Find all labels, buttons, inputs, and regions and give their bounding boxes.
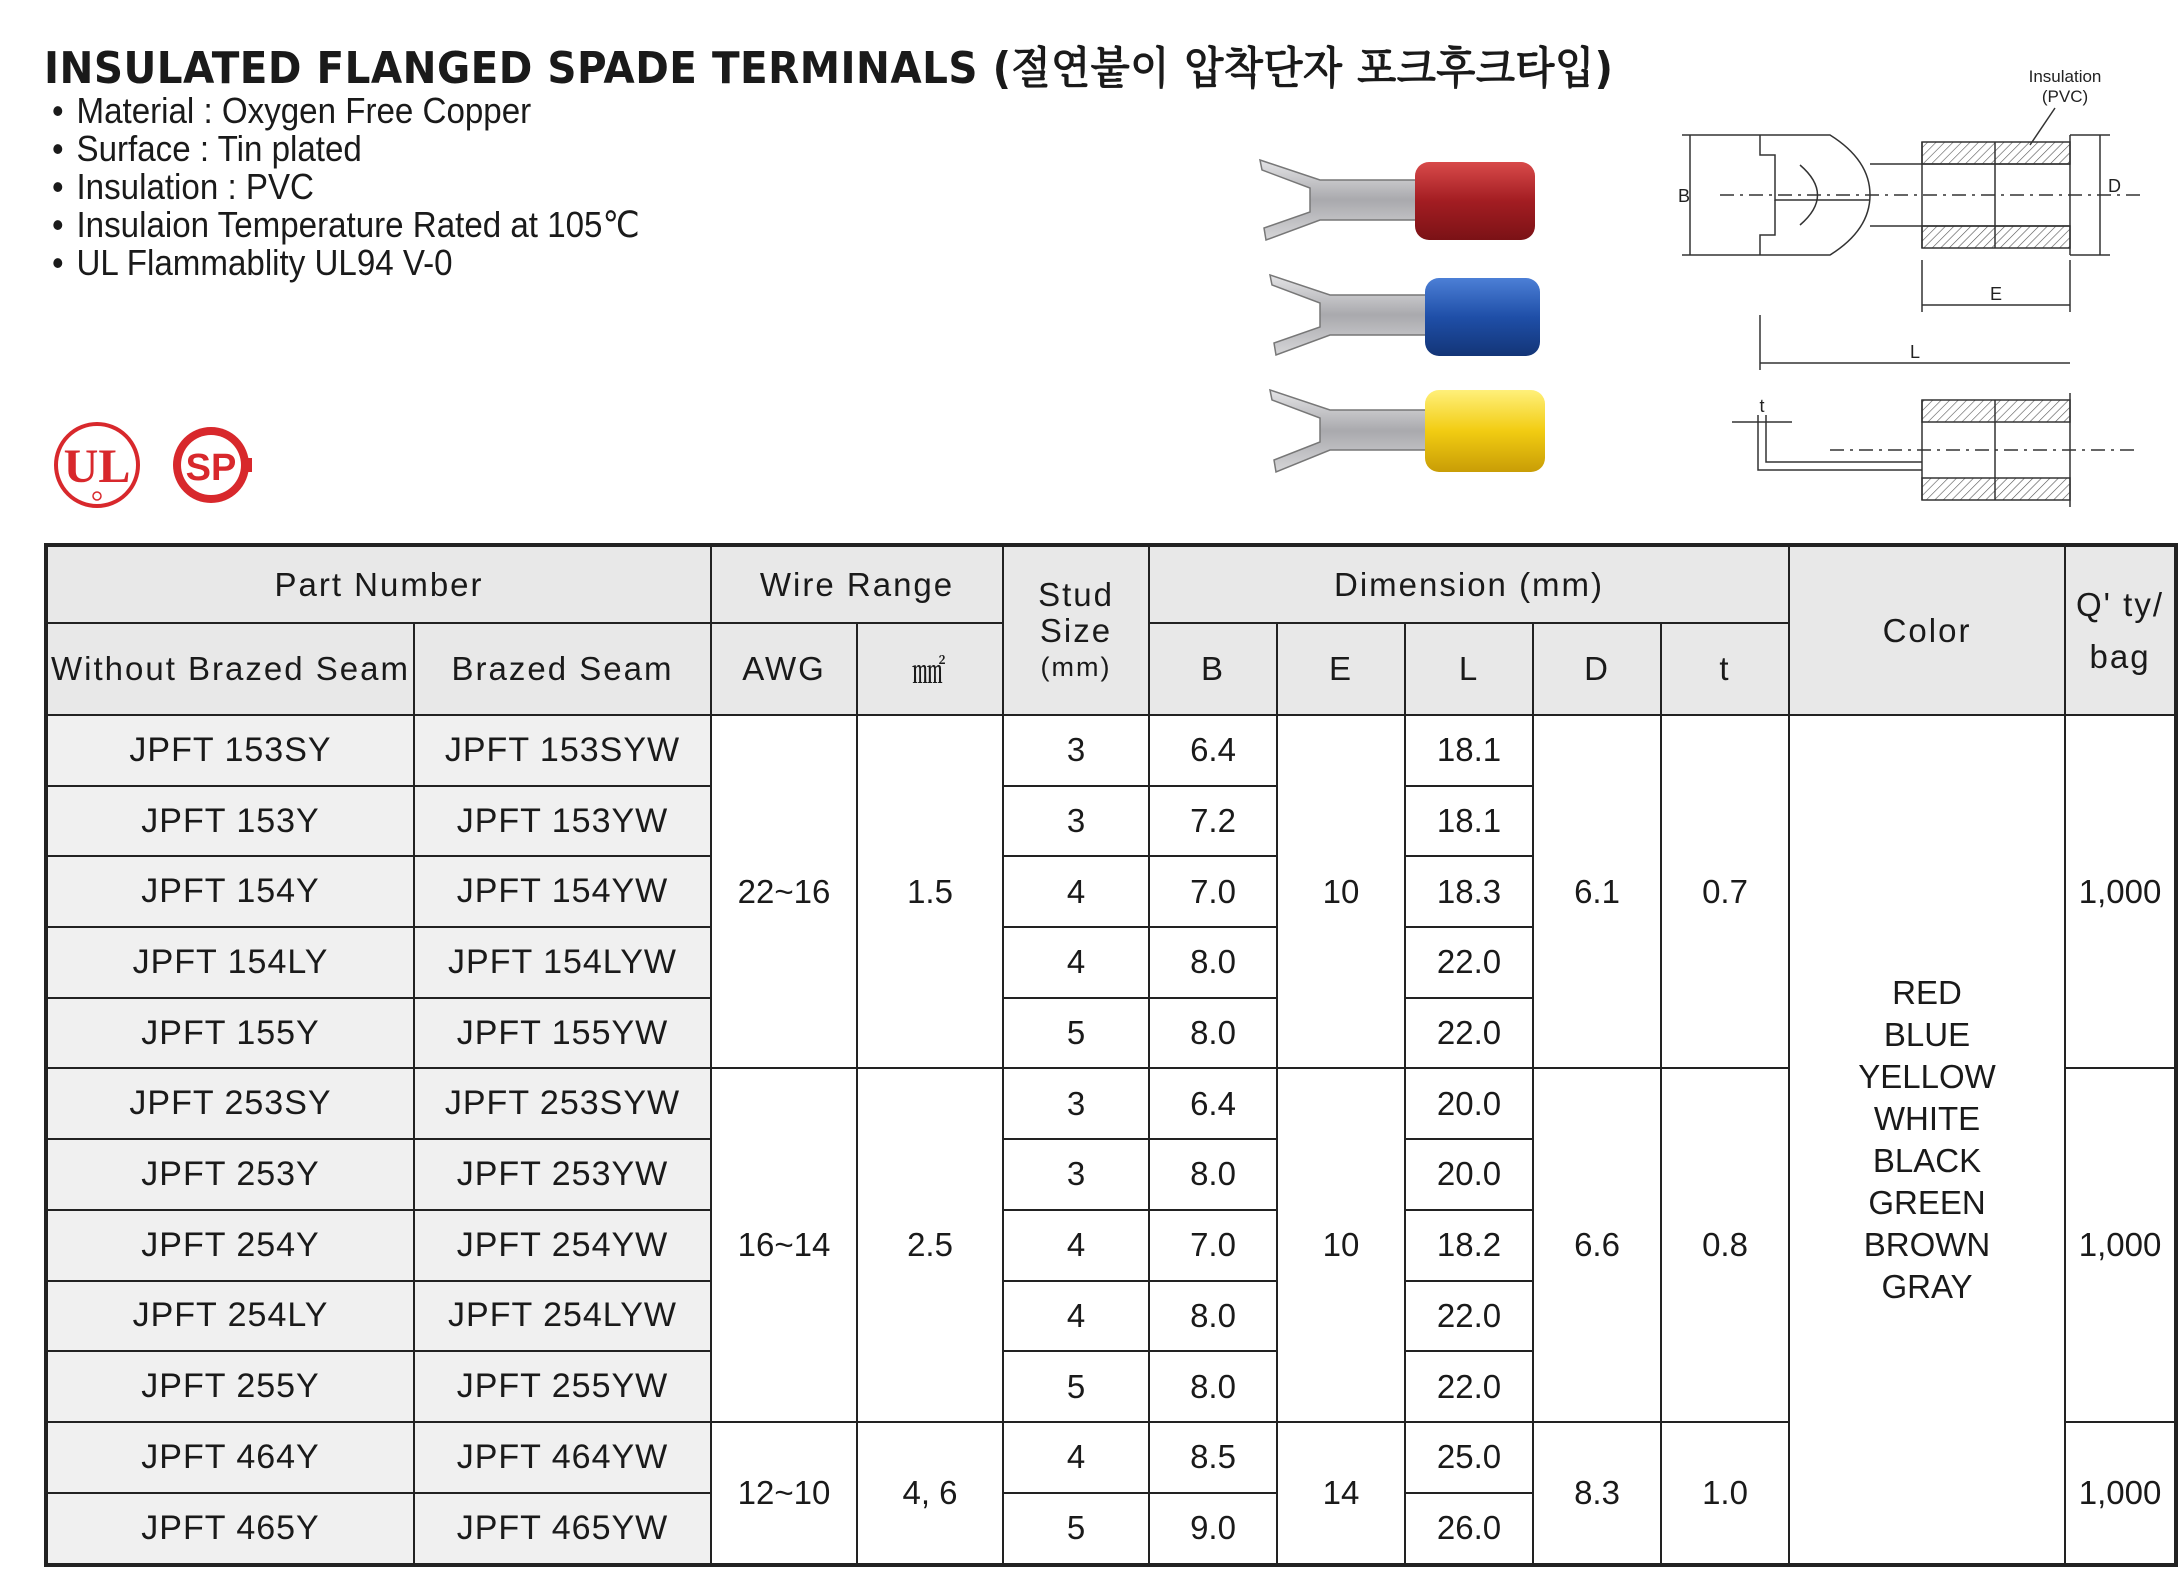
dim-l-cell: 18.3 bbox=[1405, 856, 1533, 927]
stud-cell: 4 bbox=[1003, 1281, 1149, 1352]
mm2-cell: 1.5 bbox=[857, 715, 1003, 1068]
header-dim-d: D bbox=[1533, 623, 1661, 715]
part-brazed: JPFT 465YW bbox=[414, 1493, 711, 1565]
header-stud-size bbox=[1003, 545, 1149, 715]
header-stud-line3: (mm) bbox=[1040, 651, 1112, 682]
color-item: GRAY bbox=[1881, 1267, 1973, 1305]
dim-l-cell: 18.1 bbox=[1405, 786, 1533, 857]
dim-b-cell: 8.0 bbox=[1149, 927, 1277, 998]
stud-cell: 3 bbox=[1003, 1068, 1149, 1139]
header-qty-line1: Q' ty/ bbox=[2076, 585, 2164, 623]
color-item: BLUE bbox=[1883, 1015, 1971, 1053]
mm2-cell: 2.5 bbox=[857, 1068, 1003, 1421]
dim-l-label: L bbox=[1909, 342, 1921, 362]
dim-e-cell: 10 bbox=[1277, 715, 1405, 1068]
color-item: BLACK bbox=[1872, 1141, 1982, 1179]
dimension-drawing bbox=[1670, 60, 2170, 530]
dim-b-cell: 8.0 bbox=[1149, 1281, 1277, 1352]
dim-e-cell: 10 bbox=[1277, 1068, 1405, 1421]
dim-l-cell: 22.0 bbox=[1405, 927, 1533, 998]
color-item: YELLOW bbox=[1858, 1057, 1996, 1095]
dim-l-cell: 20.0 bbox=[1405, 1139, 1533, 1210]
page-title: INSULATED FLANGED SPADE TERMINALS (절연붙이 압착단자 포크후크타입) bbox=[44, 43, 1614, 94]
spec-table-container bbox=[44, 543, 2174, 1567]
stud-cell: 4 bbox=[1003, 1210, 1149, 1281]
red-terminal-icon bbox=[1260, 160, 1535, 240]
stud-cell: 3 bbox=[1003, 715, 1149, 786]
stud-cell: 3 bbox=[1003, 1139, 1149, 1210]
spec-material: • Material : Oxygen Free Copper bbox=[52, 92, 640, 130]
yellow-terminal-icon bbox=[1270, 390, 1545, 472]
spec-surface: • Surface : Tin plated bbox=[52, 130, 640, 168]
qty-cell: 1,000 bbox=[2065, 1422, 2176, 1565]
spec-flammability: • UL Flammablity UL94 V-0 bbox=[52, 244, 640, 282]
csa-logo-icon bbox=[168, 420, 258, 510]
spec-insulation: • Insulation : PVC bbox=[52, 168, 640, 206]
dim-b-label: B bbox=[1678, 186, 1691, 206]
table-row bbox=[46, 715, 2176, 786]
blue-terminal-icon bbox=[1270, 275, 1540, 356]
qty-cell: 1,000 bbox=[2065, 1068, 2176, 1421]
header-qty-line2: bag bbox=[2089, 637, 2151, 675]
dim-b-cell: 8.5 bbox=[1149, 1422, 1277, 1493]
ul-logo-text: UL bbox=[63, 440, 131, 493]
stud-cell: 3 bbox=[1003, 786, 1149, 857]
dim-b-cell: 6.4 bbox=[1149, 1068, 1277, 1139]
insulation-label: Insulation bbox=[2028, 67, 2102, 86]
dim-t-cell: 0.8 bbox=[1661, 1068, 1789, 1421]
stud-cell: 4 bbox=[1003, 1422, 1149, 1493]
header-dim-l: L bbox=[1405, 623, 1533, 715]
dim-b-cell: 7.0 bbox=[1149, 856, 1277, 927]
part-without-brazed: JPFT 254Y bbox=[46, 1210, 414, 1281]
dim-b-cell: 7.0 bbox=[1149, 1210, 1277, 1281]
header-dimension: Dimension (mm) bbox=[1149, 545, 1789, 623]
awg-cell: 12~10 bbox=[711, 1422, 857, 1565]
dim-b-cell: 6.4 bbox=[1149, 715, 1277, 786]
header-wire-range: Wire Range bbox=[711, 545, 1003, 623]
dim-b-cell: 8.0 bbox=[1149, 1139, 1277, 1210]
dim-t-cell: 1.0 bbox=[1661, 1422, 1789, 1565]
header-brazed: Brazed Seam bbox=[414, 623, 711, 715]
stud-cell: 4 bbox=[1003, 856, 1149, 927]
part-brazed: JPFT 155YW bbox=[414, 998, 711, 1069]
header-dim-t: t bbox=[1661, 623, 1789, 715]
dim-l-cell: 18.2 bbox=[1405, 1210, 1533, 1281]
dim-l-cell: 18.1 bbox=[1405, 715, 1533, 786]
stud-cell: 5 bbox=[1003, 998, 1149, 1069]
dim-d-cell: 6.6 bbox=[1533, 1068, 1661, 1421]
part-without-brazed: JPFT 253Y bbox=[46, 1139, 414, 1210]
dim-l-cell: 26.0 bbox=[1405, 1493, 1533, 1565]
color-item: RED bbox=[1892, 973, 1962, 1011]
dim-b-cell: 8.0 bbox=[1149, 1351, 1277, 1422]
header-dim-b: B bbox=[1149, 623, 1277, 715]
awg-cell: 22~16 bbox=[711, 715, 857, 1068]
dim-t-label: t bbox=[1759, 396, 1765, 416]
dim-d-label: D bbox=[2108, 176, 2121, 196]
dim-l-cell: 20.0 bbox=[1405, 1068, 1533, 1139]
part-brazed: JPFT 153YW bbox=[414, 786, 711, 857]
part-without-brazed: JPFT 154LY bbox=[46, 927, 414, 998]
header-awg: AWG bbox=[711, 623, 857, 715]
dim-b-cell: 7.2 bbox=[1149, 786, 1277, 857]
stud-cell: 4 bbox=[1003, 927, 1149, 998]
dim-t-cell: 0.7 bbox=[1661, 715, 1789, 1068]
part-without-brazed: JPFT 464Y bbox=[46, 1422, 414, 1493]
part-brazed: JPFT 253SYW bbox=[414, 1068, 711, 1139]
part-brazed: JPFT 254YW bbox=[414, 1210, 711, 1281]
header-stud-line1: Stud bbox=[1038, 575, 1114, 613]
part-brazed: JPFT 255YW bbox=[414, 1351, 711, 1422]
stud-cell: 5 bbox=[1003, 1493, 1149, 1565]
dim-e-label: E bbox=[1989, 284, 2003, 304]
header-part-number: Part Number bbox=[46, 545, 711, 623]
color-item: WHITE bbox=[1873, 1099, 1981, 1137]
dim-b-cell: 8.0 bbox=[1149, 998, 1277, 1069]
spec-table bbox=[44, 543, 2178, 1567]
csa-logo-text: SP bbox=[185, 447, 237, 489]
dim-l-cell: 22.0 bbox=[1405, 1281, 1533, 1352]
mm2-cell: 4, 6 bbox=[857, 1422, 1003, 1565]
product-photo bbox=[1240, 140, 1570, 500]
header-color: Color bbox=[1789, 545, 2065, 715]
part-without-brazed: JPFT 153SY bbox=[46, 715, 414, 786]
dim-l-cell: 22.0 bbox=[1405, 1351, 1533, 1422]
part-brazed: JPFT 153SYW bbox=[414, 715, 711, 786]
color-list-cell bbox=[1789, 715, 2065, 1565]
header-stud-line2: Size bbox=[1039, 611, 1113, 649]
part-brazed: JPFT 253YW bbox=[414, 1139, 711, 1210]
spec-temperature: • Insulaion Temperature Rated at 105℃ bbox=[52, 206, 640, 244]
stud-cell: 5 bbox=[1003, 1351, 1149, 1422]
dim-l-cell: 22.0 bbox=[1405, 998, 1533, 1069]
header-qty bbox=[2065, 545, 2176, 715]
part-without-brazed: JPFT 155Y bbox=[46, 998, 414, 1069]
header-mm2: ㎟ bbox=[857, 623, 1003, 715]
dim-l-cell: 25.0 bbox=[1405, 1422, 1533, 1493]
dim-d-cell: 8.3 bbox=[1533, 1422, 1661, 1565]
dim-b-cell: 9.0 bbox=[1149, 1493, 1277, 1565]
color-item: BROWN bbox=[1863, 1225, 1991, 1263]
part-without-brazed: JPFT 465Y bbox=[46, 1493, 414, 1565]
part-brazed: JPFT 464YW bbox=[414, 1422, 711, 1493]
spec-list bbox=[52, 92, 691, 282]
color-item: GREEN bbox=[1868, 1183, 1986, 1221]
qty-cell: 1,000 bbox=[2065, 715, 2176, 1068]
dim-e-cell: 14 bbox=[1277, 1422, 1405, 1565]
part-without-brazed: JPFT 254LY bbox=[46, 1281, 414, 1352]
insulation-sub-label: (PVC) bbox=[2041, 87, 2089, 106]
part-brazed: JPFT 154LYW bbox=[414, 927, 711, 998]
part-brazed: JPFT 154YW bbox=[414, 856, 711, 927]
dim-d-cell: 6.1 bbox=[1533, 715, 1661, 1068]
part-brazed: JPFT 254LYW bbox=[414, 1281, 711, 1352]
part-without-brazed: JPFT 154Y bbox=[46, 856, 414, 927]
header-dim-e: E bbox=[1277, 623, 1405, 715]
part-without-brazed: JPFT 255Y bbox=[46, 1351, 414, 1422]
ul-logo-icon bbox=[52, 420, 142, 510]
awg-cell: 16~14 bbox=[711, 1068, 857, 1421]
part-without-brazed: JPFT 253SY bbox=[46, 1068, 414, 1139]
part-without-brazed: JPFT 153Y bbox=[46, 786, 414, 857]
header-without-brazed: Without Brazed Seam bbox=[46, 623, 414, 715]
